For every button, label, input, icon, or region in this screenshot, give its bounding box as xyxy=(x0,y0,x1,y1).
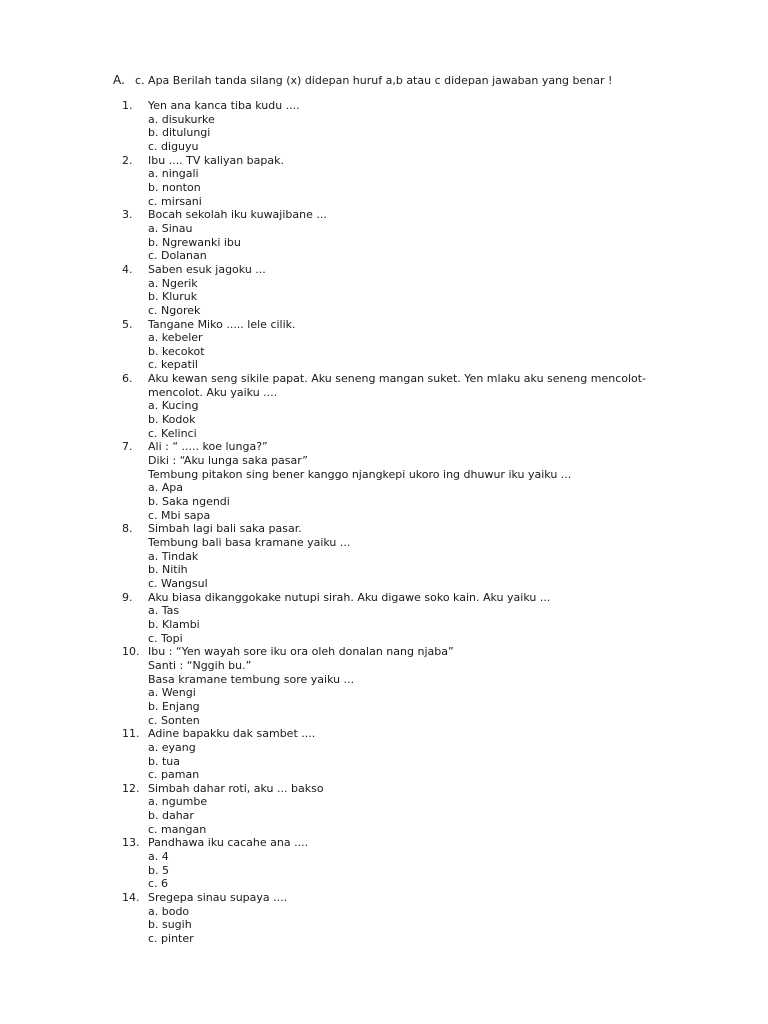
question-text: Tangane Miko ..... lele cilik. xyxy=(148,317,296,331)
answer-option: c. mangan xyxy=(148,822,207,836)
question-item xyxy=(122,782,682,837)
answer-option: b. 5 xyxy=(148,863,169,877)
answer-option: c. Mbi sapa xyxy=(148,508,211,522)
question-text: Yen ana kanca tiba kudu .... xyxy=(148,99,300,112)
answer-option: b. Enjang xyxy=(148,699,200,713)
question-item xyxy=(122,372,682,440)
question-list xyxy=(122,99,682,946)
answer-option: a. Wengi xyxy=(148,686,196,700)
question-text: Simbah dahar roti, aku ... bakso xyxy=(148,781,324,795)
question-number: 11. xyxy=(122,727,140,741)
question-number: 3. xyxy=(122,208,133,222)
question-number: 10. xyxy=(122,645,140,659)
question-item xyxy=(122,727,682,782)
question-text: Aku biasa dikanggokake nutupi sirah. Aku digawe soko kain. Aku yaiku ... xyxy=(148,590,551,604)
question-text: Diki : “Aku lunga saka pasar” xyxy=(148,454,308,468)
question-text: mencolot. Aku yaiku .... xyxy=(148,385,278,399)
answer-option: a. Tas xyxy=(148,604,180,618)
answer-option: a. Sinau xyxy=(148,221,193,235)
answer-option: a. Ngerik xyxy=(148,276,198,290)
answer-option: a. disukurke xyxy=(148,112,215,126)
answer-option: c. Topi xyxy=(148,631,183,645)
answer-option: b. kecokot xyxy=(148,344,205,358)
question-number: 14. xyxy=(122,891,140,905)
answer-option: c. mirsani xyxy=(148,194,202,208)
question-text: Basa kramane tembung sore yaiku ... xyxy=(148,672,355,686)
section-instruction: c. Apa Berilah tanda silang (x) didepan huruf a,b atau c didepan jawaban yang benar ! xyxy=(135,74,613,87)
question-number: 9. xyxy=(122,590,133,604)
question-item xyxy=(122,891,682,946)
answer-option: b. Kodok xyxy=(148,413,196,427)
question-text: Saben esuk jagoku ... xyxy=(148,262,266,276)
answer-option: a. Tindak xyxy=(148,549,199,563)
answer-option: b. tua xyxy=(148,754,181,768)
answer-option: a. Kucing xyxy=(148,399,199,413)
answer-option: a. ningali xyxy=(148,167,199,181)
question-item xyxy=(122,522,682,590)
question-text: Bocah sekolah iku kuwajibane ... xyxy=(148,208,327,222)
question-text: Ibu .... TV kaliyan bapak. xyxy=(148,153,284,167)
answer-option: b. ditulungi xyxy=(148,126,211,140)
question-text: Simbah lagi bali saka pasar. xyxy=(148,522,302,536)
answer-option: b. dahar xyxy=(148,809,194,823)
answer-option: c. pinter xyxy=(148,932,194,946)
question-item xyxy=(122,318,682,373)
answer-option: b. Saka ngendi xyxy=(148,495,230,509)
answer-option: c. Wangsul xyxy=(148,576,208,590)
question-item xyxy=(122,99,682,154)
answer-option: c. Ngorek xyxy=(148,303,201,317)
question-number: 4. xyxy=(122,262,133,276)
answer-option: a. kebeler xyxy=(148,331,203,345)
question-text: Ibu : “Yen wayah sore iku ora oleh donalan nang njaba” xyxy=(148,645,454,659)
answer-option: c. Dolanan xyxy=(148,249,207,263)
answer-option: a. bodo xyxy=(148,904,190,918)
section-header xyxy=(113,72,733,88)
question-text: Pandhawa iku cacahe ana .... xyxy=(148,836,309,850)
question-item xyxy=(122,591,682,646)
answer-option: a. Apa xyxy=(148,481,183,495)
question-item xyxy=(122,440,682,522)
question-text: Tembung bali basa kramane yaiku ... xyxy=(148,536,351,549)
answer-option: b. Klambi xyxy=(148,617,200,631)
answer-option: b. Nitih xyxy=(148,563,188,577)
answer-option: b. Kluruk xyxy=(148,290,198,304)
question-number: 8. xyxy=(122,522,133,536)
question-text: Tembung pitakon sing bener kanggo njangkepi ukoro ing dhuwur iku yaiku ... xyxy=(148,467,572,481)
answer-option: b. sugih xyxy=(148,918,192,932)
question-item xyxy=(122,208,682,263)
question-number: 12. xyxy=(122,781,140,795)
question-number: 2. xyxy=(122,153,133,167)
answer-option: c. Kelinci xyxy=(148,426,197,440)
question-text: Aku kewan seng sikile papat. Aku seneng mangan suket. Yen mlaku aku seneng mencolot- xyxy=(148,372,647,386)
question-number: 6. xyxy=(122,372,133,386)
question-number: 5. xyxy=(122,317,133,331)
question-number: 7. xyxy=(122,440,133,454)
answer-option: c. 6 xyxy=(148,877,169,891)
question-item xyxy=(122,645,682,727)
question-text: Adine bapakku dak sambet .... xyxy=(148,727,316,741)
question-number: 13. xyxy=(122,836,140,850)
answer-option: a. eyang xyxy=(148,740,196,754)
section-letter: A. xyxy=(113,73,125,87)
question-text: Ali : “ ..... koe lunga?” xyxy=(148,440,268,454)
answer-option: c. paman xyxy=(148,768,200,782)
question-number: 1. xyxy=(122,99,133,112)
answer-option: c. kepatil xyxy=(148,358,198,372)
answer-option: c. diguyu xyxy=(148,139,199,153)
answer-option: a. ngumbe xyxy=(148,795,208,809)
answer-option: b. Ngrewanki ibu xyxy=(148,235,241,249)
question-text: Sregepa sinau supaya .... xyxy=(148,891,288,905)
question-text: Santi : “Nggih bu.” xyxy=(148,658,252,672)
answer-option: c. Sonten xyxy=(148,713,200,727)
question-item xyxy=(122,154,682,209)
question-item xyxy=(122,836,682,891)
answer-option: a. 4 xyxy=(148,850,169,864)
answer-option: b. nonton xyxy=(148,180,201,194)
question-item xyxy=(122,263,682,318)
